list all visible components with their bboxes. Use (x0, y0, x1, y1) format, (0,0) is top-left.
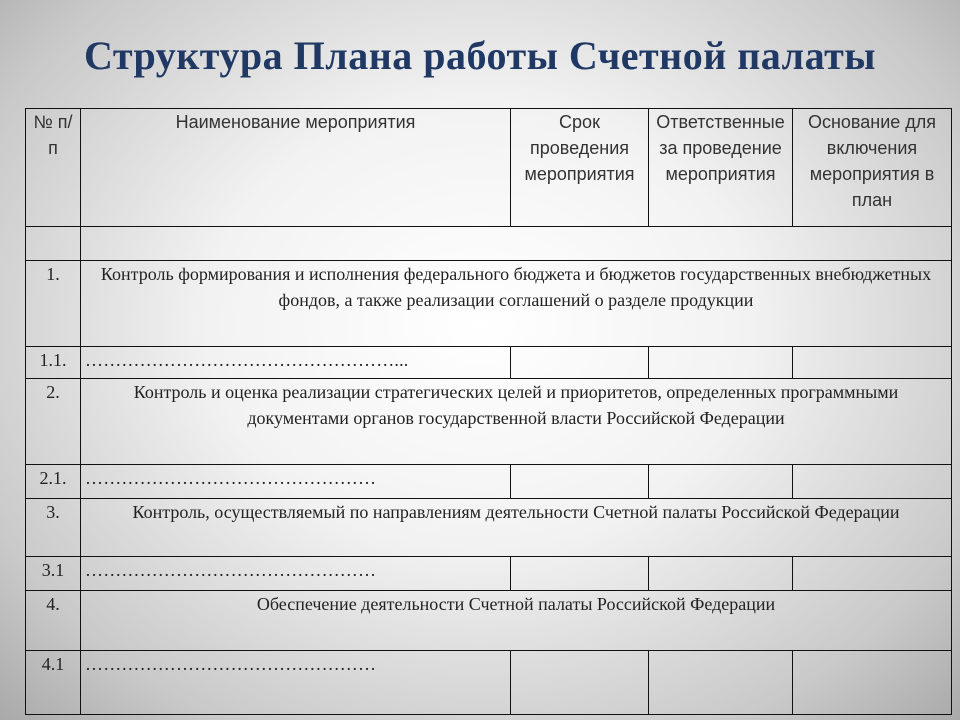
basis-cell (793, 347, 952, 379)
table-header-row (26, 109, 952, 227)
table-row-section (26, 379, 952, 465)
table-row-section (26, 591, 952, 651)
header-term: Срок проведения мероприятия (511, 109, 649, 227)
row-number: 2.1. (26, 465, 81, 499)
header-responsible: Ответственные за проведение мероприятия (649, 109, 793, 227)
section-title: Обеспечение деятельности Счетной палаты Российской Федерации (81, 591, 952, 651)
slide-title: Структура Плана работы Счетной палаты (84, 33, 876, 78)
section-title: Контроль и оценка реализации стратегических целей и приоритетов, определенных программными документами органов государственной власти Российской Федерации (81, 379, 952, 465)
row-number: 2. (26, 379, 81, 465)
row-number: 1. (26, 261, 81, 347)
table-row-item (26, 651, 952, 715)
table-row-item (26, 465, 952, 499)
item-placeholder: ………………………………………… (81, 465, 511, 499)
header-number: № п/п (26, 109, 81, 227)
basis-cell (793, 465, 952, 499)
item-placeholder: ……………………………………………... (81, 347, 511, 379)
term-cell (511, 557, 649, 591)
item-placeholder: ………………………………………… (81, 651, 511, 715)
table-row-section (26, 499, 952, 557)
table-row-section (26, 261, 952, 347)
plan-structure-table (25, 108, 952, 715)
item-placeholder: ………………………………………… (81, 557, 511, 591)
basis-cell (793, 557, 952, 591)
section-title: Контроль, осуществляемый по направлениям деятельности Счетной палаты Российской Федерации (81, 499, 952, 557)
empty-cell (26, 227, 81, 261)
row-number: 3.1 (26, 557, 81, 591)
header-event-name: Наименование мероприятия (81, 109, 511, 227)
table-row-empty (26, 227, 952, 261)
row-number: 3. (26, 499, 81, 557)
responsible-cell (649, 465, 793, 499)
responsible-cell (649, 557, 793, 591)
responsible-cell (649, 347, 793, 379)
section-title: Контроль формирования и исполнения федерального бюджета и бюджетов государственных внебюджетных фондов, а также реализации соглашений о разделе продукции (81, 261, 952, 347)
basis-cell (793, 651, 952, 715)
table-row-item (26, 347, 952, 379)
header-basis: Основание для включения мероприятия в план (793, 109, 952, 227)
term-cell (511, 465, 649, 499)
row-number: 1.1. (26, 347, 81, 379)
table-row-item (26, 557, 952, 591)
row-number: 4.1 (26, 651, 81, 715)
term-cell (511, 651, 649, 715)
empty-cell (81, 227, 952, 261)
responsible-cell (649, 651, 793, 715)
row-number: 4. (26, 591, 81, 651)
term-cell (511, 347, 649, 379)
